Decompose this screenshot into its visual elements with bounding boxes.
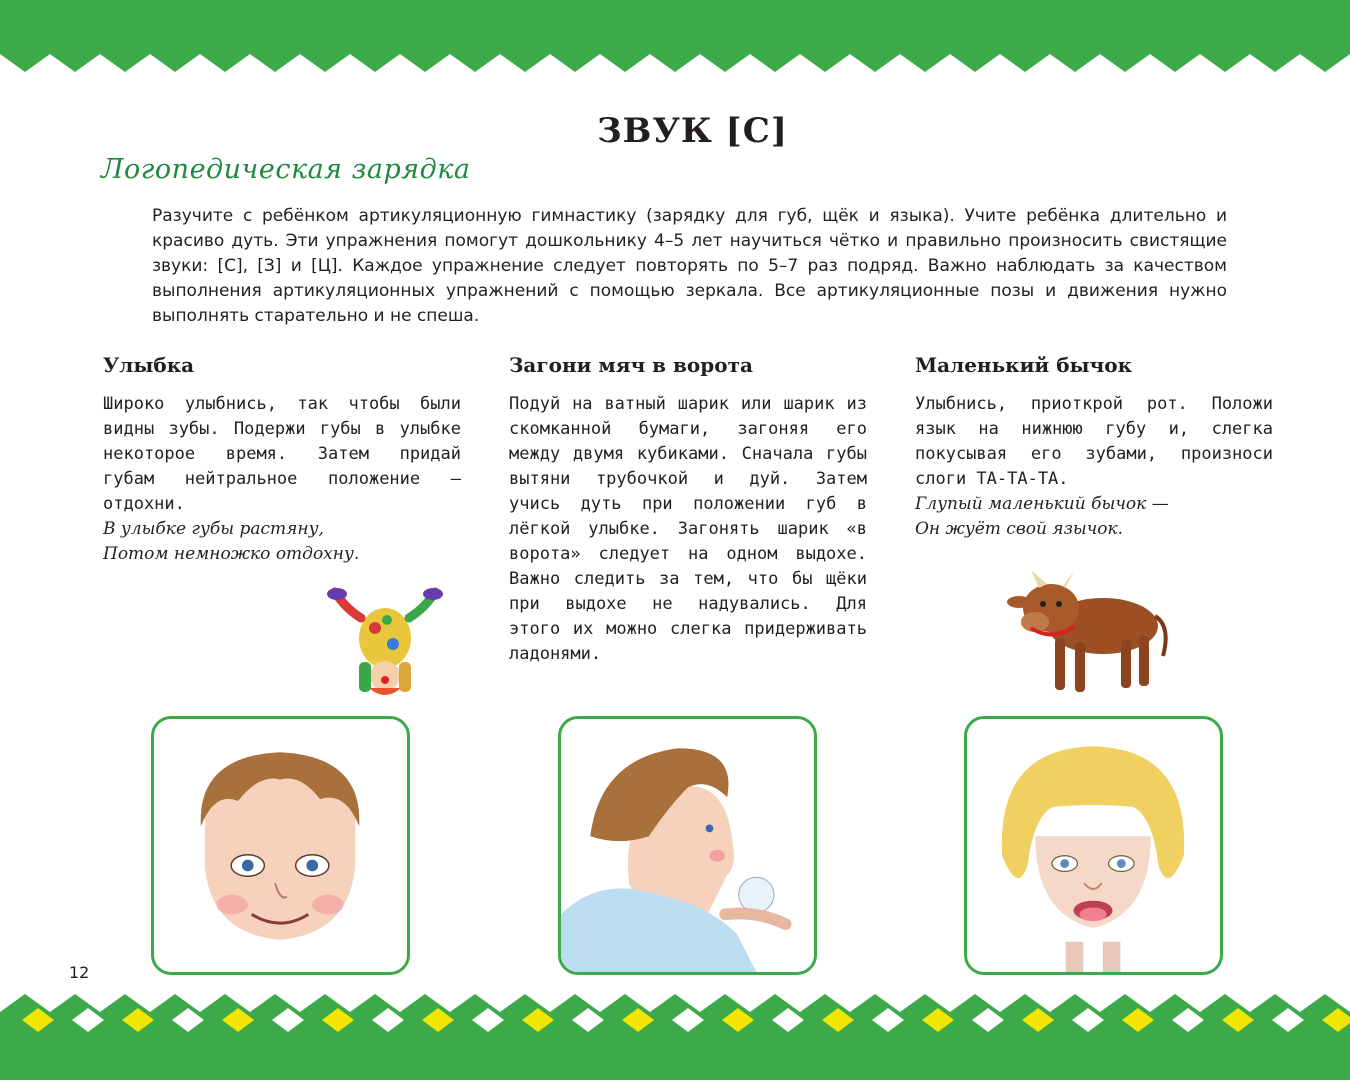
section-title: Логопедическая зарядка <box>101 154 471 185</box>
exercise-verse-line: Он жуёт свой язычок. <box>915 519 1124 539</box>
exercise-text: Подуй на ватный шарик или шарик из скомканной бумаги, загоняя его между двумя кубиками. Сначала губы вытяни трубочкой и дуй. Затем учись дуть при положении губ в лёгкой улыбке. Загонять шарик «в ворота» следует на одном выдохе. Важно следить за тем, что бы щёки при выдохе не надувались. Для этого их можно слегка придерживать ладонями. <box>509 394 867 664</box>
intro-paragraph: Разучите с ребёнком артикуляционную гимнастику (зарядку для губ, щёк и языка). Учите ребёнка длительно и красиво дуть. Эти упражнения помогут дошкольнику 4–5 лет научиться чётко и правильно произносить свистящие звуки: [С], [З] и [Ц]. Каждое упражнение следует повторять по 5–7 раз подряд. Важно наблюдать за качеством выполнения артикуляционных упражнений с помощью зеркала. Все артикуляционные позы и движения нужно выполнять старательно и не спеша. <box>152 206 1227 326</box>
exercise-little-bull <box>915 350 1273 542</box>
blowing-boy-illustration <box>558 716 817 975</box>
exercise-smile <box>103 350 461 567</box>
exercise-verse-line: Потом немножко отдохну. <box>103 544 360 564</box>
exercise-title: Улыбка <box>103 353 195 377</box>
exercise-verse-line: В улыбке губы растяну, <box>103 519 324 539</box>
bull-illustration <box>1003 566 1173 698</box>
girl-tongue-illustration <box>964 716 1223 975</box>
top-zigzag-border <box>0 0 1350 80</box>
exercise-verse-line: Глупый маленький бычок — <box>915 494 1169 514</box>
page-title: ЗВУК [С] <box>597 110 788 151</box>
exercise-goal <box>509 350 867 667</box>
smiling-boy-illustration <box>151 716 410 975</box>
exercise-title: Маленький бычок <box>915 353 1133 377</box>
bottom-zigzag-border <box>0 988 1350 1080</box>
exercise-text: Широко улыбнись, так чтобы были видны зубы. Подержи губы в улыбке некоторое время. Затем придай губам нейтральное положение — отдохни. <box>103 394 461 514</box>
clown-illustration <box>325 578 445 703</box>
exercise-text: Улыбнись, приоткрой рот. Положи язык на нижнюю губу и, слегка покусывая его зубами, произноси слоги ТА-ТА-ТА. <box>915 394 1273 489</box>
exercise-title: Загони мяч в ворота <box>509 353 753 377</box>
page-number: 12 <box>69 963 90 982</box>
